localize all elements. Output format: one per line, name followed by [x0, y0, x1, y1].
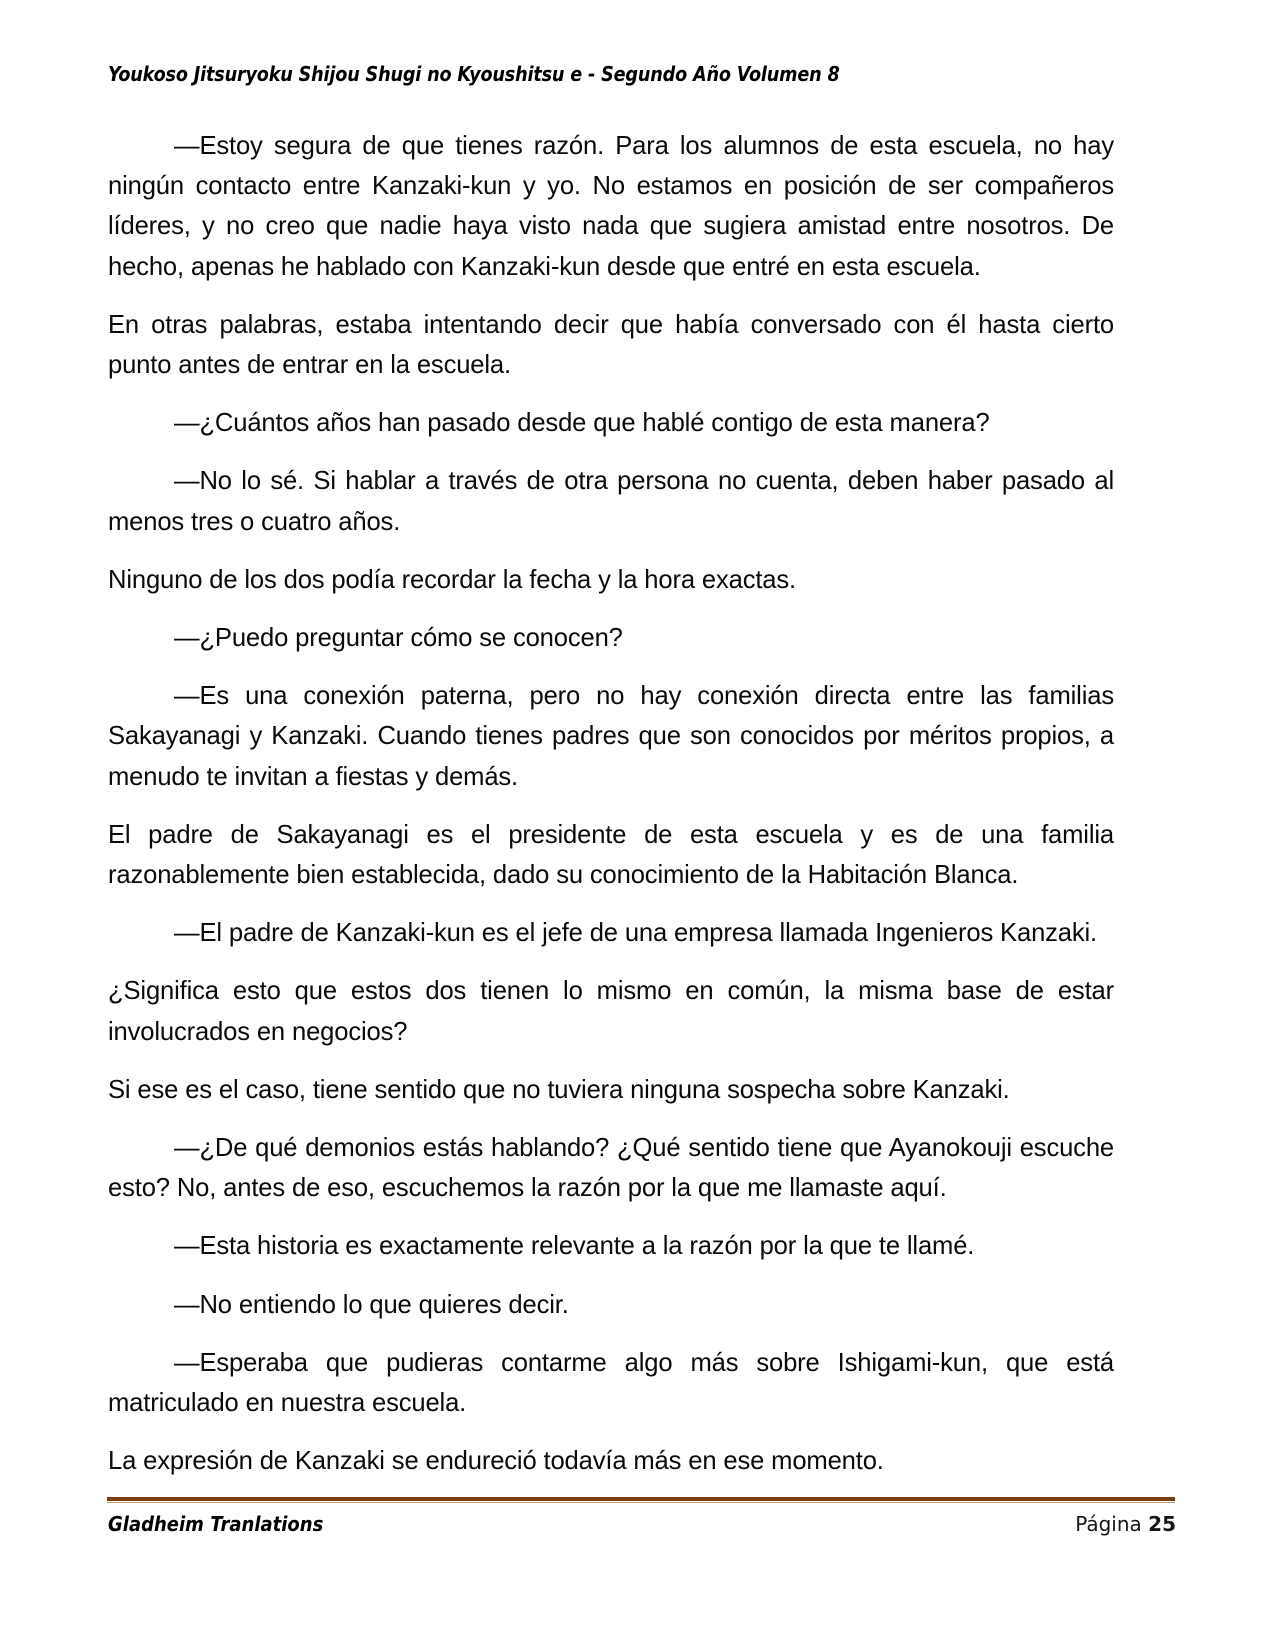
- paragraph: —No lo sé. Si hablar a través de otra persona no cuenta, deben haber pasado al menos tres o cuatro años.: [108, 467, 1114, 536]
- paragraph: El padre de Sakayanagi es el presidente de esta escuela y es de una familia razonablemente bien establecida, dado su conocimiento de la Habitación Blanca.: [108, 820, 1114, 890]
- paragraph: —¿Cuántos años han pasado desde que hablé contigo de esta manera?: [174, 409, 990, 438]
- paragraph: La expresión de Kanzaki se endureció todavía más en ese momento.: [108, 1447, 884, 1476]
- footer-rule-thick: [107, 1497, 1175, 1501]
- paragraph: —El padre de Kanzaki-kun es el jefe de una empresa llamada Ingenieros Kanzaki.: [174, 919, 1098, 948]
- body-text: [108, 126, 1114, 1481]
- translator-credit: Gladheim Tranlations: [108, 1512, 324, 1536]
- page-footer: [108, 1512, 1176, 1536]
- paragraph: —No entiendo lo que quieres decir.: [174, 1290, 569, 1319]
- page-header: [108, 62, 1114, 86]
- paragraph: —¿Puedo preguntar cómo se conocen?: [174, 624, 623, 653]
- footer-divider: [107, 1497, 1175, 1503]
- page-number-value: 25: [1148, 1512, 1176, 1536]
- paragraph: En otras palabras, estaba intentando decir que había conversado con él hasta cierto punto antes de entrar en la escuela.: [108, 310, 1114, 380]
- footer-rule-thin: [107, 1502, 1175, 1503]
- paragraph: —Es una conexión paterna, pero no hay conexión directa entre las familias Sakayanagi y Kanzaki. Cuando tienes padres que son conocidos por méritos propios, a menudo te invitan a fiestas y demás.: [108, 682, 1114, 791]
- paragraph: —Estoy segura de que tienes razón. Para los alumnos de esta escuela, no hay ningún contacto entre Kanzaki-kun y yo. No estamos en posición de ser compañeros líderes, y no creo que nadie haya visto nada que sugiera amistad entre nosotros. De hecho, apenas he hablado con Kanzaki-kun desde que entré en esta escuela.: [108, 132, 1114, 281]
- paragraph: —¿De qué demonios estás hablando? ¿Qué sentido tiene que Ayanokouji escuche esto? No, antes de eso, escuchemos la razón por la que me llamaste aquí.: [108, 1134, 1114, 1203]
- page-number-label: Página: [1075, 1512, 1142, 1536]
- page-number: [1075, 1512, 1176, 1536]
- paragraph: ¿Significa esto que estos dos tienen lo mismo en común, la misma base de estar involucrados en negocios?: [108, 977, 1114, 1046]
- paragraph: —Esperaba que pudieras contarme algo más sobre Ishigami-kun, que está matriculado en nuestra escuela.: [108, 1348, 1114, 1418]
- paragraph: —Esta historia es exactamente relevante a la razón por la que te llamé.: [174, 1232, 975, 1261]
- paragraph: Si ese es el caso, tiene sentido que no tuviera ninguna sospecha sobre Kanzaki.: [108, 1075, 1010, 1104]
- paragraph: Ninguno de los dos podía recordar la fecha y la hora exactas.: [108, 565, 796, 594]
- book-title: Youkoso Jitsuryoku Shijou Shugi no Kyoushitsu e - Segundo Año Volumen 8: [108, 62, 840, 86]
